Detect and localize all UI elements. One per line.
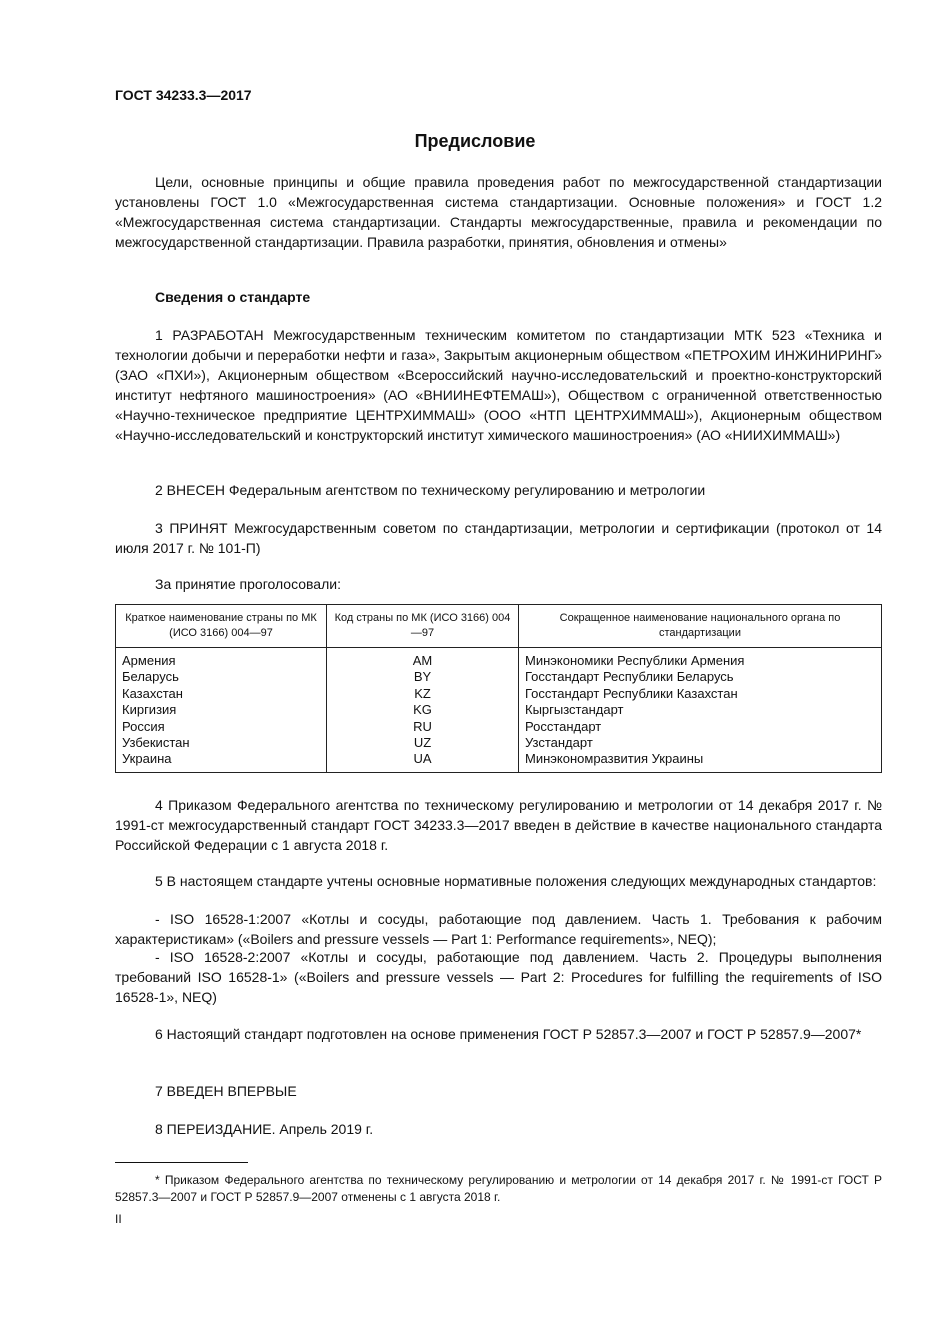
cell-country: Казахстан (116, 686, 327, 702)
item-1-developed: 1 РАЗРАБОТАН Межгосударственным техническим комитетом по стандартизации МТК 523 «Техника и технологии добычи и переработки нефти и газа», Закрытым акционерным обществом «ПЕТРОХИМ ИНЖИНИРИНГ» (ЗАО «ПХИ»), Акционерным обществом «Всероссийский научно-исследовательский и проектно-конструкторский институт нефтяного машиностроения» (АО «ВНИИНЕФТЕМАШ»), Обществом с ограниченной ответственностью «Научно-техническое предприятие ЦЕНТРХИММАШ» (ООО «НТП ЦЕНТРХИММАШ»), Акционерным обществом «Научно-исследовательский и конструкторский институт химического машиностроения» (АО «НИИХИММАШ») (115, 327, 882, 443)
standard-code: ГОСТ 34233.3—2017 (115, 87, 252, 103)
footnote: * Приказом Федерального агентства по техническому регулированию и метрологии от 14 декабря 2017 г. № 1991-ст ГОСТ Р 52857.3—2007 и ГОСТ Р 52857.9—2007 отменены с 1 августа 2018 г. (115, 1173, 882, 1204)
table-row (116, 719, 882, 735)
table-row (116, 669, 882, 685)
item-3-adopted: 3 ПРИНЯТ Межгосударственным советом по стандартизации, метрологии и сертификации (протокол от 14 июля 2017 г. № 101-П) (115, 520, 882, 556)
cell-country: Узбекистан (116, 735, 327, 751)
cell-body: Росстандарт (519, 719, 882, 735)
cell-code: UA (327, 751, 519, 772)
item-2-submitted: 2 ВНЕСЕН Федеральным агентством по техническому регулированию и метрологии (155, 482, 706, 498)
table-row (116, 686, 882, 702)
cell-code: RU (327, 719, 519, 735)
item-8-reissue: 8 ПЕРЕИЗДАНИЕ. Апрель 2019 г. (155, 1121, 374, 1137)
cell-body: Узстандарт (519, 735, 882, 751)
cell-country: Украина (116, 751, 327, 772)
footnote-divider (115, 1162, 248, 1163)
voting-table (115, 604, 882, 773)
item-5-iso-part2: - ISO 16528-2:2007 «Котлы и сосуды, работающие под давлением. Часть 2. Процедуры выполнения требований ISO 16528-1» («Boilers and pressure vessels — Part 2: Procedures for fulfilling the requirements of ISO 16528-1», NEQ) (115, 949, 882, 1005)
table-row (116, 648, 882, 670)
item-5-iso-part1: - ISO 16528-1:2007 «Котлы и сосуды, работающие под давлением. Часть 1. Требования к рабочим характеристикам» («Boilers and pressure vessels — Part 1: Performance requirements», NEQ); (115, 911, 882, 947)
intro-paragraph: Цели, основные принципы и общие правила проведения работ по межгосударственной стандартизации установлены ГОСТ 1.0 «Межгосударственная система стандартизации. Основные положения» и ГОСТ 1.2 «Межгосударственная система стандартизации. Стандарты межгосударственные, правила и рекомендации по межгосударственной стандартизации. Правила разработки, принятия, обновления и отмены» (115, 174, 882, 250)
cell-country: Беларусь (116, 669, 327, 685)
cell-body: Госстандарт Республики Казахстан (519, 686, 882, 702)
section-heading: Сведения о стандарте (155, 289, 311, 305)
cell-country: Армения (116, 648, 327, 670)
cell-body: Минэкономразвития Украины (519, 751, 882, 772)
item-4-order: 4 Приказом Федерального агентства по техническому регулированию и метрологии от 14 декабря 2017 г. № 1991-ст межгосударственный стандарт ГОСТ 34233.3—2017 введен в действие в качестве национального стандарта Российской Федерации с 1 августа 2018 г. (115, 797, 882, 853)
cell-body: Кыргызстандарт (519, 702, 882, 718)
item-7-first-time: 7 ВВЕДЕН ВПЕРВЫЕ (155, 1083, 297, 1099)
table-row (116, 735, 882, 751)
cell-code: BY (327, 669, 519, 685)
cell-country: Россия (116, 719, 327, 735)
cell-code: AM (327, 648, 519, 670)
cell-code: KG (327, 702, 519, 718)
cell-body: Госстандарт Республики Беларусь (519, 669, 882, 685)
page-number: II (115, 1212, 122, 1226)
item-5-international: 5 В настоящем стандарте учтены основные нормативные положения следующих международных стандартов: (155, 873, 877, 889)
cell-code: UZ (327, 735, 519, 751)
cell-country: Киргизия (116, 702, 327, 718)
column-header-code: Код страны по МК (ИСО 3166) 004—97 (327, 605, 519, 648)
table-row (116, 751, 882, 772)
table-row (116, 702, 882, 718)
item-6-basis: 6 Настоящий стандарт подготовлен на основе применения ГОСТ Р 52857.3—2007 и ГОСТ Р 52857.9—2007* (155, 1026, 862, 1042)
column-header-country: Краткое наименование страны по МК (ИСО 3166) 004—97 (116, 605, 327, 648)
table-header-row (116, 605, 882, 648)
cell-body: Минэкономики Республики Армения (519, 648, 882, 670)
cell-code: KZ (327, 686, 519, 702)
column-header-body: Сокращенное наименование национального органа по стандартизации (519, 605, 882, 648)
page-title: Предисловие (414, 131, 536, 151)
voted-label: За принятие проголосовали: (155, 576, 341, 592)
